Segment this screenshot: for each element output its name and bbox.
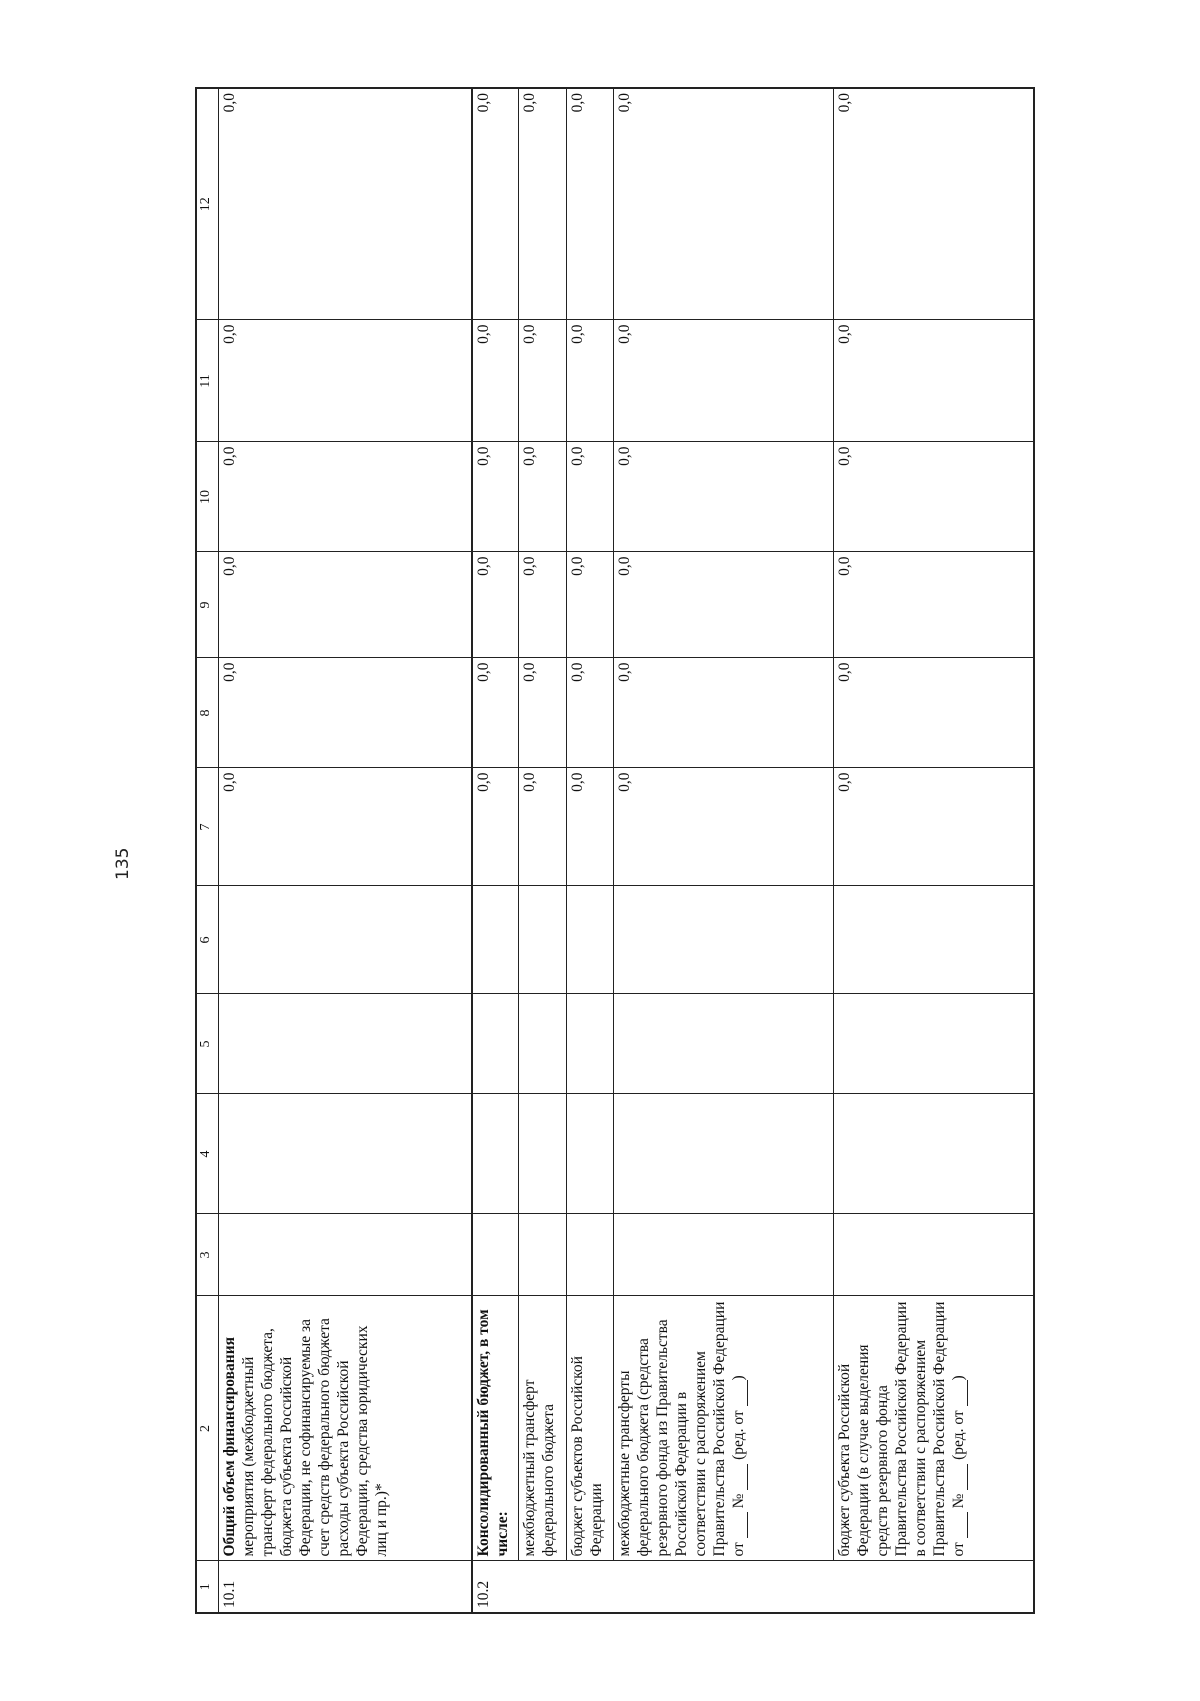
empty-cell	[614, 1214, 834, 1296]
table-row	[472, 88, 518, 1613]
value-cell: 0,0	[614, 658, 834, 768]
empty-cell	[518, 886, 566, 994]
value-cell: 0,0	[472, 768, 518, 886]
value-cell: 0,0	[614, 442, 834, 552]
table-row	[566, 88, 614, 1613]
value-cell: 0,0	[834, 552, 1034, 658]
value-cell: 0,0	[472, 552, 518, 658]
value-cell: 0,0	[472, 320, 518, 442]
close-paren: )	[730, 1375, 748, 1381]
blank-line	[730, 1464, 748, 1490]
row-number: 10.2	[472, 1561, 1034, 1613]
value-cell: 0,0	[518, 658, 566, 768]
blank-line	[950, 1380, 968, 1406]
value-cell: 0,0	[219, 658, 472, 768]
value-cell: 0,0	[219, 88, 472, 320]
column-number: 1	[196, 1561, 219, 1613]
table-row	[219, 88, 472, 1613]
value-cell: 0,0	[834, 320, 1034, 442]
value-cell: 0,0	[614, 552, 834, 658]
empty-cell	[518, 1214, 566, 1296]
table-row	[518, 88, 566, 1613]
value-cell: 0,0	[834, 442, 1034, 552]
row-label	[614, 1296, 834, 1561]
value-cell: 0,0	[614, 320, 834, 442]
value-cell: 0,0	[566, 768, 614, 886]
blank-line	[950, 1464, 968, 1490]
column-number: 4	[196, 1094, 219, 1214]
row-label	[219, 1296, 472, 1561]
empty-cell	[472, 886, 518, 994]
value-cell: 0,0	[566, 552, 614, 658]
value-cell: 0,0	[834, 88, 1034, 320]
column-number: 11	[196, 320, 219, 442]
empty-cell	[472, 1214, 518, 1296]
empty-cell	[518, 994, 566, 1094]
financing-table	[195, 87, 1035, 1614]
value-cell: 0,0	[219, 768, 472, 886]
empty-cell	[834, 1094, 1034, 1214]
column-number: 3	[196, 1214, 219, 1296]
value-cell: 0,0	[834, 768, 1034, 886]
value-cell: 0,0	[834, 658, 1034, 768]
row-label-bold: Общий объем финансирования	[221, 1336, 239, 1557]
empty-cell	[614, 886, 834, 994]
empty-cell	[219, 886, 472, 994]
edition-label: (ред. от	[950, 1410, 968, 1460]
row-label	[472, 1296, 518, 1561]
empty-cell	[834, 886, 1034, 994]
row-number: 10.1	[219, 1561, 472, 1613]
value-cell: 0,0	[219, 320, 472, 442]
value-cell: 0,0	[472, 88, 518, 320]
empty-cell	[834, 1214, 1034, 1296]
empty-cell	[219, 994, 472, 1094]
empty-cell	[834, 994, 1034, 1094]
value-cell: 0,0	[472, 442, 518, 552]
value-cell: 0,0	[518, 442, 566, 552]
value-cell: 0,0	[219, 552, 472, 658]
row-label-text: мероприятия (межбюджетный трансферт федерального бюджета, бюджета субъекта Российской Федерации, не софинансируемые за счет средств федерального бюджета расходы субъекта Российской Федерации, средства юридических лиц и пр.)*	[240, 1318, 391, 1557]
blank-line	[950, 1512, 968, 1538]
empty-cell	[614, 1094, 834, 1214]
empty-cell	[614, 994, 834, 1094]
blank-line	[730, 1512, 748, 1538]
value-cell: 0,0	[219, 442, 472, 552]
column-number: 8	[196, 658, 219, 768]
row-label-text: бюджет субъекта Российской Федерации (в случае выделения средств резервного фонда Правительства Российской Федерации в соответствии с распоряжением Правительства Российской Федерации от	[836, 1301, 968, 1557]
row-label	[834, 1296, 1034, 1561]
empty-cell	[566, 1214, 614, 1296]
value-cell: 0,0	[566, 320, 614, 442]
column-number: 7	[196, 768, 219, 886]
value-cell: 0,0	[518, 552, 566, 658]
value-cell: 0,0	[614, 88, 834, 320]
row-label: межбюджетный трансферт федерального бюджета	[518, 1296, 566, 1561]
row-label: бюджет субъектов Российской Федерации	[566, 1296, 614, 1561]
empty-cell	[472, 994, 518, 1094]
column-number: 6	[196, 886, 219, 994]
column-number: 2	[196, 1296, 219, 1561]
row-label-text: межбюджетные трансферты федерального бюджета (средства резервного фонда из Правительства Российской Федерации в соответствии с распоряжением Правительства Российской Федерации от	[616, 1301, 748, 1557]
empty-cell	[518, 1094, 566, 1214]
row-label-bold: Консолидированный бюджет, в том числе:	[475, 1309, 512, 1557]
column-number: 5	[196, 994, 219, 1094]
value-cell: 0,0	[566, 442, 614, 552]
empty-cell	[566, 994, 614, 1094]
column-number-row	[196, 88, 219, 1613]
value-cell: 0,0	[518, 320, 566, 442]
value-cell: 0,0	[614, 768, 834, 886]
page-number: 135	[113, 847, 133, 880]
empty-cell	[472, 1094, 518, 1214]
value-cell: 0,0	[518, 88, 566, 320]
empty-cell	[566, 1094, 614, 1214]
value-cell: 0,0	[518, 768, 566, 886]
table-row	[834, 88, 1034, 1613]
column-number: 10	[196, 442, 219, 552]
blank-line	[730, 1380, 748, 1406]
value-cell: 0,0	[472, 658, 518, 768]
number-sign: №	[730, 1493, 748, 1509]
number-sign: №	[950, 1493, 968, 1509]
close-paren: )	[950, 1375, 968, 1381]
value-cell: 0,0	[566, 658, 614, 768]
column-number: 12	[196, 88, 219, 320]
empty-cell	[219, 1094, 472, 1214]
edition-label: (ред. от	[730, 1410, 748, 1460]
column-number: 9	[196, 552, 219, 658]
table-row	[614, 88, 834, 1613]
rotated-page	[195, 89, 1035, 1614]
value-cell: 0,0	[566, 88, 614, 320]
empty-cell	[219, 1214, 472, 1296]
empty-cell	[566, 886, 614, 994]
